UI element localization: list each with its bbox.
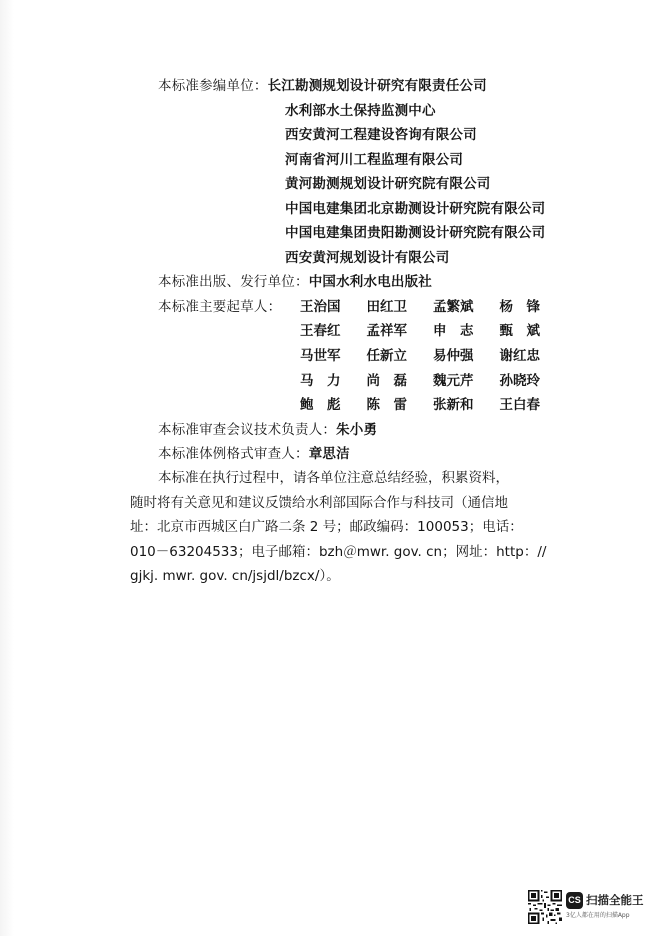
drafter-name: 易仲强 — [433, 348, 474, 364]
participating-unit: 水利部水土保持监测中心 — [285, 103, 436, 119]
camscanner-logo-icon: CS — [566, 892, 583, 909]
note-line: gjkj. mwr. gov. cn/jsjdl/bzcx/）。 — [130, 568, 340, 584]
drafters-row — [300, 322, 540, 340]
scanner-app-slogan: 3亿人都在用的扫描App — [566, 912, 630, 919]
drafters-row — [300, 396, 540, 414]
drafter-name: 田红卫 — [366, 299, 407, 315]
participating-unit: 中国电建集团贵阳勘测设计研究院有限公司 — [285, 225, 546, 241]
publisher-value: 中国水利水电出版社 — [308, 274, 433, 290]
participating-units-label: 本标准参编单位： — [158, 78, 268, 94]
participating-unit: 河南省河川工程监理有限公司 — [285, 152, 464, 168]
drafter-name: 孟繁斌 — [433, 299, 474, 315]
participating-unit: 西安黄河工程建设咨询有限公司 — [285, 127, 477, 143]
drafter-name: 马 力 — [300, 373, 341, 389]
drafter-name: 陈 雷 — [366, 397, 407, 413]
drafters-row — [300, 298, 540, 316]
drafter-name: 王春红 — [300, 323, 341, 339]
drafter-name: 杨 锋 — [499, 299, 540, 315]
review-leader-value: 朱小勇 — [336, 422, 378, 438]
note-line: 010－63204533；电子邮箱：bzh＠mwr. gov. cn；网址：http：// — [130, 543, 547, 560]
drafter-name: 孙晓玲 — [499, 373, 540, 389]
format-reviewer-label: 本标准体例格式审查人： — [158, 446, 309, 462]
participating-units-line — [158, 77, 487, 95]
drafter-name: 鲍 彪 — [300, 397, 341, 413]
participating-unit: 西安黄河规划设计有限公司 — [285, 250, 450, 266]
drafters-row — [300, 347, 540, 365]
scanner-watermark — [528, 890, 656, 926]
drafters-row — [300, 372, 540, 390]
note-line: 本标准在执行过程中，请各单位注意总结经验，积累资料， — [158, 470, 509, 486]
drafter-name: 孟祥军 — [366, 323, 407, 339]
review-leader-label: 本标准审查会议技术负责人： — [158, 422, 337, 438]
review-leader-line — [158, 421, 377, 439]
drafter-name: 谢红忠 — [499, 348, 540, 364]
publisher-label: 本标准出版、发行单位： — [158, 274, 309, 290]
drafter-name: 尚 磊 — [366, 373, 407, 389]
drafter-name: 甄 斌 — [499, 323, 540, 339]
drafter-name: 魏元芹 — [433, 373, 474, 389]
qr-code-icon — [528, 890, 562, 924]
drafter-name: 申 志 — [433, 323, 474, 339]
drafters-label: 本标准主要起草人： — [158, 299, 282, 315]
drafter-name: 王白春 — [499, 397, 540, 413]
drafter-name: 马世军 — [300, 348, 341, 364]
format-reviewer-value: 章思洁 — [308, 446, 350, 462]
drafter-name: 王治国 — [300, 299, 341, 315]
feedback-note-paragraph — [130, 466, 568, 589]
participating-unit: 黄河勘测规划设计研究院有限公司 — [285, 176, 491, 192]
publisher-line — [158, 273, 432, 291]
note-line: 随时将有关意见和建议反馈给水利部国际合作与科技司（通信地 — [130, 494, 508, 511]
drafter-name: 张新和 — [433, 397, 474, 413]
participating-unit: 中国电建集团北京勘测设计研究院有限公司 — [285, 201, 546, 217]
drafter-name: 任新立 — [366, 348, 407, 364]
scanner-app-name: 扫描全能王 — [586, 893, 644, 907]
format-reviewer-line — [158, 445, 350, 463]
participating-unit: 长江勘测规划设计研究有限责任公司 — [267, 78, 487, 94]
note-line: 址：北京市西城区白广路二条 2 号；邮政编码：100053；电话： — [130, 519, 523, 535]
